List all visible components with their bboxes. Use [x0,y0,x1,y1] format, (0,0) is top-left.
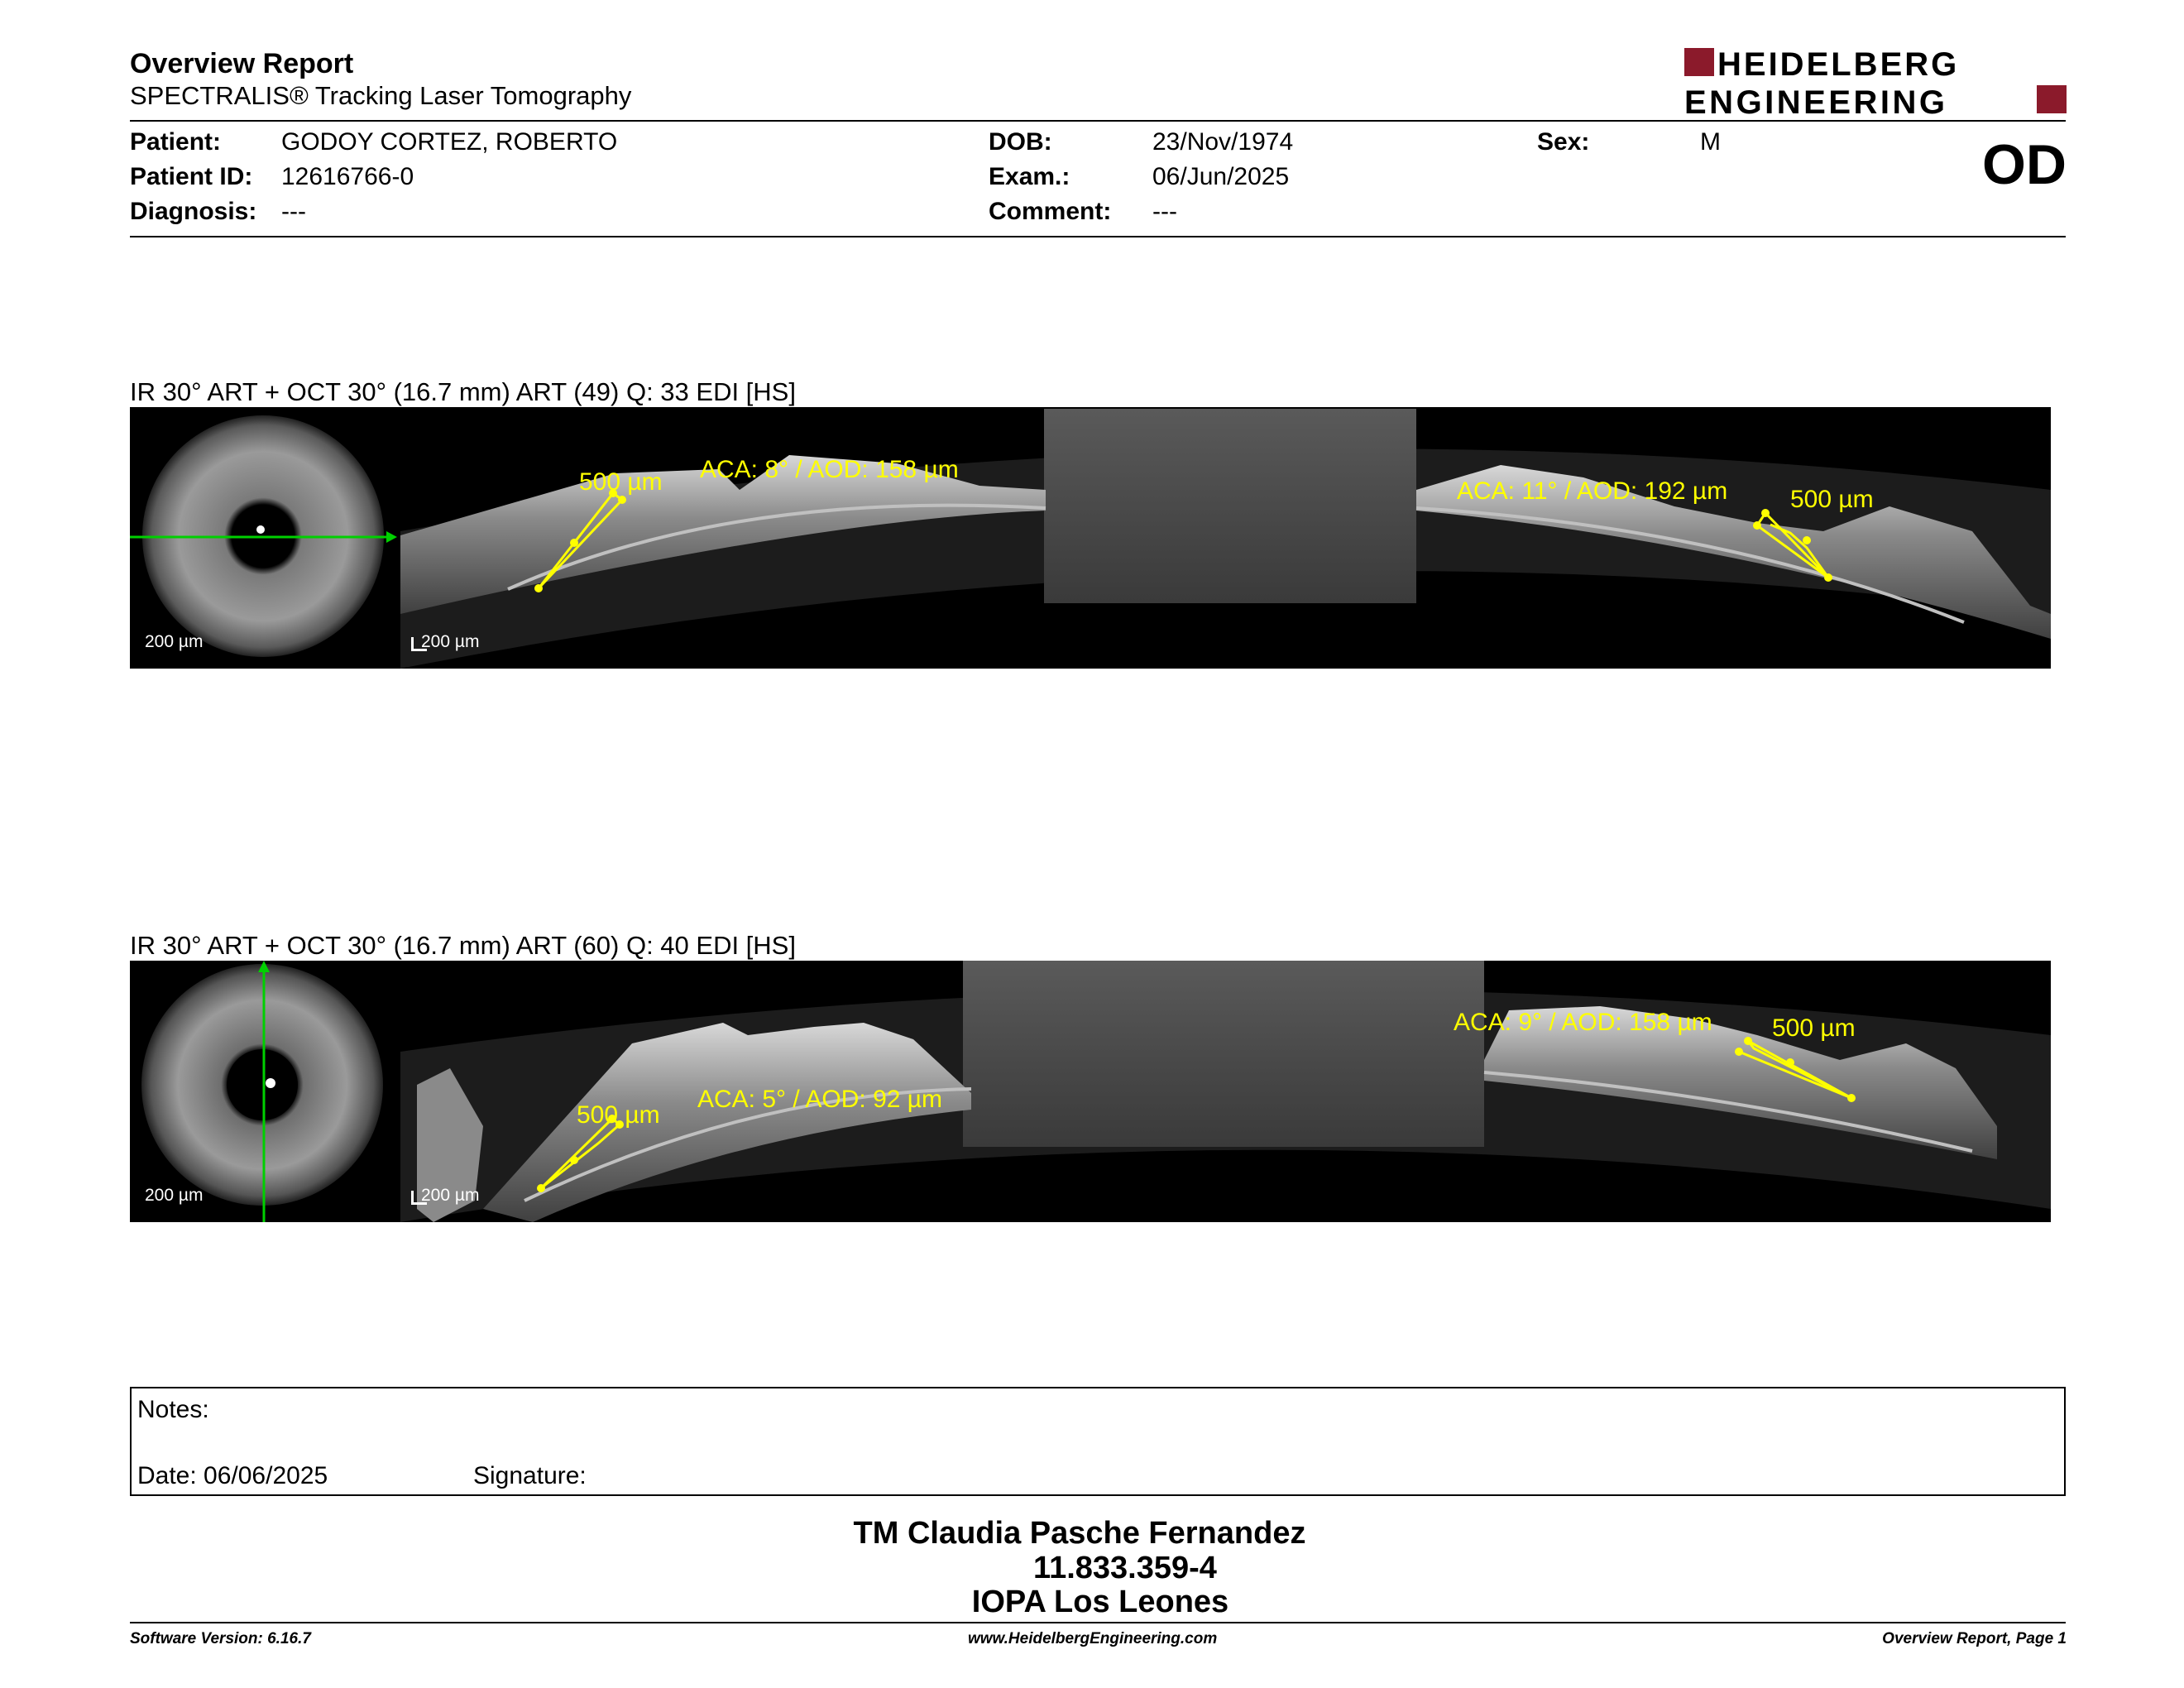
patient-id-label: Patient ID: [130,163,253,190]
patient-name: GODOY CORTEZ, ROBERTO [281,128,618,156]
sex-value: M [1700,128,1721,156]
oct-scale-bar: 200 µm [421,1186,480,1205]
heidelberg-logo [1684,46,2067,117]
diagnosis-label: Diagnosis: [130,198,257,225]
website-link[interactable]: www.HeidelbergEngineering.com [968,1630,1218,1647]
exam-label: Exam.: [989,163,1070,190]
signature-label: Signature: [473,1462,587,1489]
report-title: Overview Report [130,48,354,79]
signatory-id: 11.833.359-4 [1033,1551,1217,1585]
right-length-annotation: 500 µm [1772,1014,1856,1042]
comment-label: Comment: [989,198,1112,225]
patient-id: 12616766-0 [281,163,414,190]
date-label: Date: 06/06/2025 [137,1462,328,1489]
notes-label: Notes: [137,1396,209,1423]
signatory-name: TM Claudia Pasche Fernandez [853,1516,1306,1551]
footer-rule [130,1622,2066,1623]
header-rule-bottom [130,236,2066,237]
oct-bscan-image [400,407,2051,669]
patient-label: Patient: [130,128,222,156]
page-indicator: Overview Report, Page 1 [1882,1630,2067,1647]
ir-fundus-image [130,961,397,1222]
report-subtitle: SPECTRALIS® Tracking Laser Tomography [130,81,632,110]
comment-value: --- [1152,198,1177,225]
scan-label: IR 30° ART + OCT 30° (16.7 mm) ART (49) Q: 33 EDI [HS] [130,377,796,406]
header-rule-top [130,120,2066,122]
left-length-annotation: 500 µm [579,468,663,496]
right-angle-annotation: ACA: 11° / AOD: 192 µm [1457,477,1728,505]
ir-scale-bar: 200 µm [145,632,204,651]
logo-line1: HEIDELBERG [1717,46,1960,83]
left-angle-annotation: ACA: 5° / AOD: 92 µm [697,1086,943,1113]
notes-box [130,1387,2066,1496]
right-angle-annotation: ACA: 9° / AOD: 158 µm [1454,1009,1712,1036]
ir-fundus-image [130,407,397,669]
eye-indicator: OD [1982,133,2067,196]
signatory-institution: IOPA Los Leones [971,1585,1229,1619]
left-length-annotation: 500 µm [577,1101,660,1129]
software-version: Software Version: 6.16.7 [130,1630,311,1647]
exam-value: 06/Jun/2025 [1152,163,1290,190]
sex-label: Sex: [1537,128,1590,156]
scan-panel [130,407,2051,669]
right-length-annotation: 500 µm [1790,486,1874,513]
scan-label: IR 30° ART + OCT 30° (16.7 mm) ART (60) Q: 40 EDI [HS] [130,931,796,960]
scan-panel [130,961,2051,1222]
dob-label: DOB: [989,128,1052,156]
oct-scale-bar: 200 µm [421,632,480,651]
diagnosis-value: --- [281,198,306,225]
ir-scale-bar: 200 µm [145,1186,204,1205]
scale-corner-icon [411,1191,427,1205]
dob-value: 23/Nov/1974 [1152,128,1294,156]
scale-corner-icon [411,637,427,651]
left-angle-annotation: ACA: 8° / AOD: 158 µm [700,456,959,483]
oct-bscan-image [400,961,2051,1222]
logo-line2: ENGINEERING [1684,84,1948,117]
